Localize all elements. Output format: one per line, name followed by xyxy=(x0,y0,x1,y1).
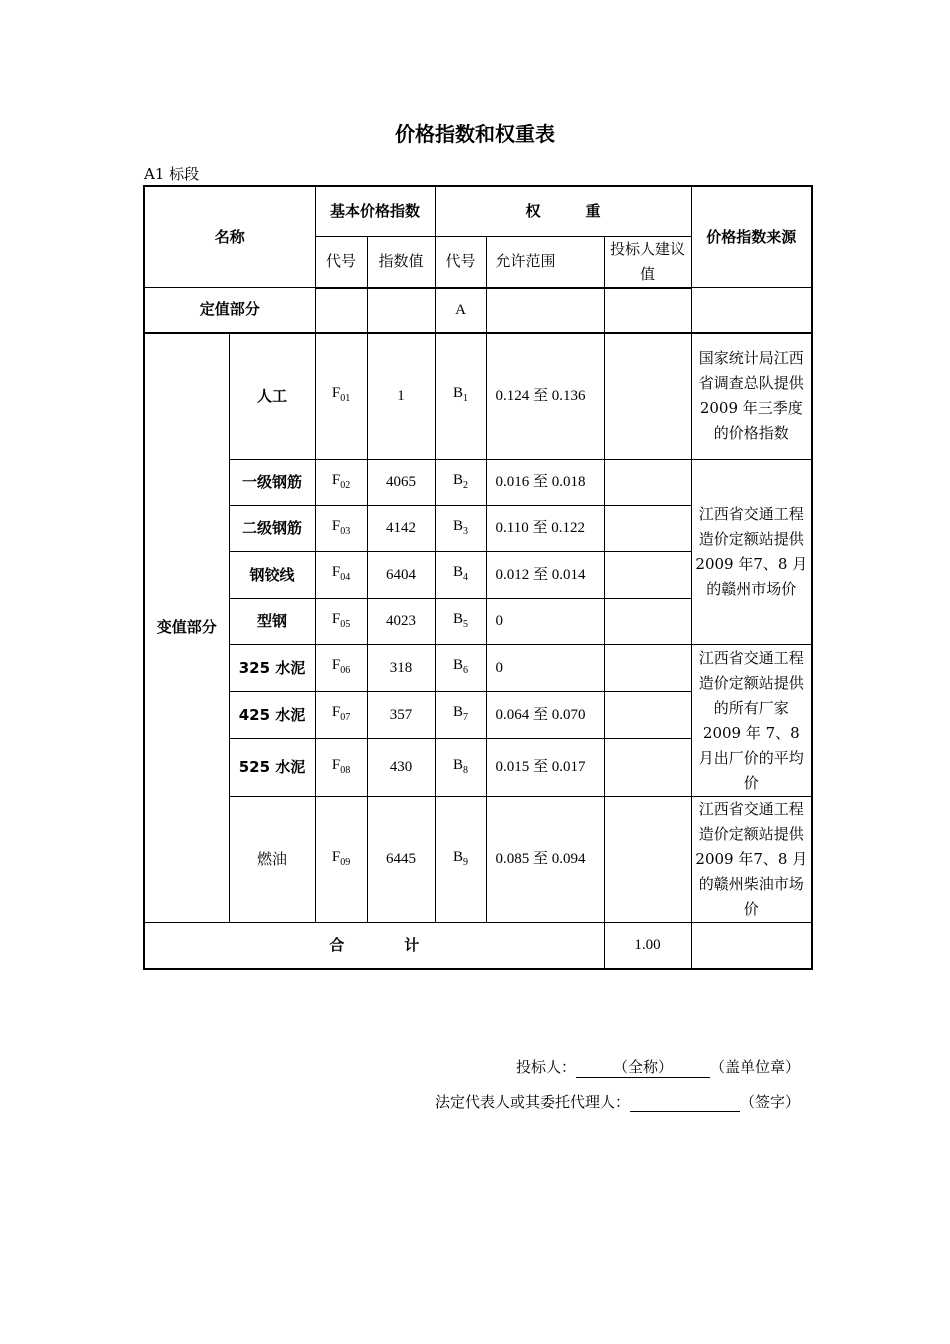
header-source: 价格指数来源 xyxy=(691,186,812,288)
row-code: $F_{07}$ xyxy=(315,692,367,739)
row-weight-code: $B_4$ xyxy=(435,552,486,599)
fixed-source-cell xyxy=(691,288,812,333)
row-index: 1 xyxy=(367,333,435,460)
row-bidder-value xyxy=(604,552,691,599)
row-range: 0.016 至 0.018 xyxy=(486,460,604,506)
row-range: 0.110 至 0.122 xyxy=(486,506,604,552)
row-code: $F_{03}$ xyxy=(315,506,367,552)
row-index: 6404 xyxy=(367,552,435,599)
representative-name-field[interactable] xyxy=(630,1093,740,1112)
row-code: $F_{04}$ xyxy=(315,552,367,599)
representative-signature-line xyxy=(435,1091,800,1112)
bidder-name-field[interactable]: （全称） xyxy=(576,1056,710,1078)
row-bidder-value xyxy=(604,333,691,460)
row-range: 0.124 至 0.136 xyxy=(486,333,604,460)
source-stats-bureau: 国家统计局江西省调查总队提供 2009 年三季度的价格指数 xyxy=(691,333,812,460)
total-value: 1.00 xyxy=(604,923,691,969)
row-weight-code: $B_5$ xyxy=(435,599,486,645)
header-base-index: 基本价格指数 xyxy=(315,186,435,236)
row-index: 6445 xyxy=(367,797,435,923)
row-weight-code: $B_2$ xyxy=(435,460,486,506)
header-code: 代号 xyxy=(315,236,367,288)
row-code: $F_{06}$ xyxy=(315,645,367,692)
row-bidder-value xyxy=(604,645,691,692)
row-name: 325 水泥 xyxy=(229,645,315,692)
row-code: $F_{05}$ xyxy=(315,599,367,645)
row-index: 430 xyxy=(367,739,435,797)
source-diesel-market: 江西省交通工程造价定额站提供 2009 年7、8 月的赣州柴油市场价 xyxy=(691,797,812,923)
row-range: 0.015 至 0.017 xyxy=(486,739,604,797)
row-weight-code: $B_3$ xyxy=(435,506,486,552)
row-range: 0.012 至 0.014 xyxy=(486,552,604,599)
row-code: $F_{09}$ xyxy=(315,797,367,923)
representative-label: 法定代表人或其委托代理人： xyxy=(434,1093,630,1111)
row-name: 钢铰线 xyxy=(229,552,315,599)
row-code: $F_{02}$ xyxy=(315,460,367,506)
row-bidder-value xyxy=(604,460,691,506)
header-name: 名称 xyxy=(144,186,315,288)
source-ganzhou-market: 江西省交通工程造价定额站提供 2009 年7、8 月的赣州市场价 xyxy=(691,460,812,645)
row-range: 0 xyxy=(486,599,604,645)
row-code: $F_{08}$ xyxy=(315,739,367,797)
row-weight-code: $B_9$ xyxy=(435,797,486,923)
header-bidder-value: 投标人建议值 xyxy=(604,236,691,288)
bidder-label: 投标人： xyxy=(515,1058,576,1076)
header-weight-code: 代号 xyxy=(435,236,486,288)
price-index-table xyxy=(143,185,813,970)
header-allowed-range: 允许范围 xyxy=(486,236,604,288)
row-name: 525 水泥 xyxy=(229,739,315,797)
fixed-code-cell xyxy=(315,288,367,333)
row-name: 425 水泥 xyxy=(229,692,315,739)
row-name: 型钢 xyxy=(229,599,315,645)
fixed-range-cell xyxy=(486,288,604,333)
row-range: 0.064 至 0.070 xyxy=(486,692,604,739)
header-index-value: 指数值 xyxy=(367,236,435,288)
row-weight-code: $B_1$ xyxy=(435,333,486,460)
row-name: 人工 xyxy=(229,333,315,460)
row-bidder-value xyxy=(604,506,691,552)
fixed-weight-code: A xyxy=(435,288,486,333)
total-label: 合 计 xyxy=(144,923,604,969)
row-name: 燃油 xyxy=(229,797,315,923)
bidder-seal-note: （盖单位章） xyxy=(709,1058,800,1076)
row-index: 4023 xyxy=(367,599,435,645)
fixed-bidder-cell xyxy=(604,288,691,333)
row-bidder-value xyxy=(604,599,691,645)
row-bidder-value xyxy=(604,739,691,797)
total-source-cell xyxy=(691,923,812,969)
row-bidder-value xyxy=(604,797,691,923)
row-code: $F_{01}$ xyxy=(315,333,367,460)
header-weight: 权 重 xyxy=(435,186,691,236)
row-name: 二级钢筋 xyxy=(229,506,315,552)
row-weight-code: $B_7$ xyxy=(435,692,486,739)
variable-part-label: 变值部分 xyxy=(144,333,229,923)
row-weight-code: $B_8$ xyxy=(435,739,486,797)
row-weight-code: $B_6$ xyxy=(435,645,486,692)
section-label: A1 标段 xyxy=(144,165,200,183)
fixed-index-cell xyxy=(367,288,435,333)
row-name: 一级钢筋 xyxy=(229,460,315,506)
row-index: 318 xyxy=(367,645,435,692)
row-range: 0.085 至 0.094 xyxy=(486,797,604,923)
row-index: 4142 xyxy=(367,506,435,552)
row-range: 0 xyxy=(486,645,604,692)
representative-sign-note: （签字） xyxy=(739,1093,800,1111)
row-bidder-value xyxy=(604,692,691,739)
fixed-part-label: 定值部分 xyxy=(144,288,315,333)
bidder-signature-line xyxy=(516,1056,800,1078)
source-factory-average: 江西省交通工程造价定额站提供的所有厂家 2009 年 7、8 月出厂价的平均价 xyxy=(691,645,812,797)
row-index: 357 xyxy=(367,692,435,739)
row-index: 4065 xyxy=(367,460,435,506)
page-title: 价格指数和权重表 xyxy=(395,122,555,146)
